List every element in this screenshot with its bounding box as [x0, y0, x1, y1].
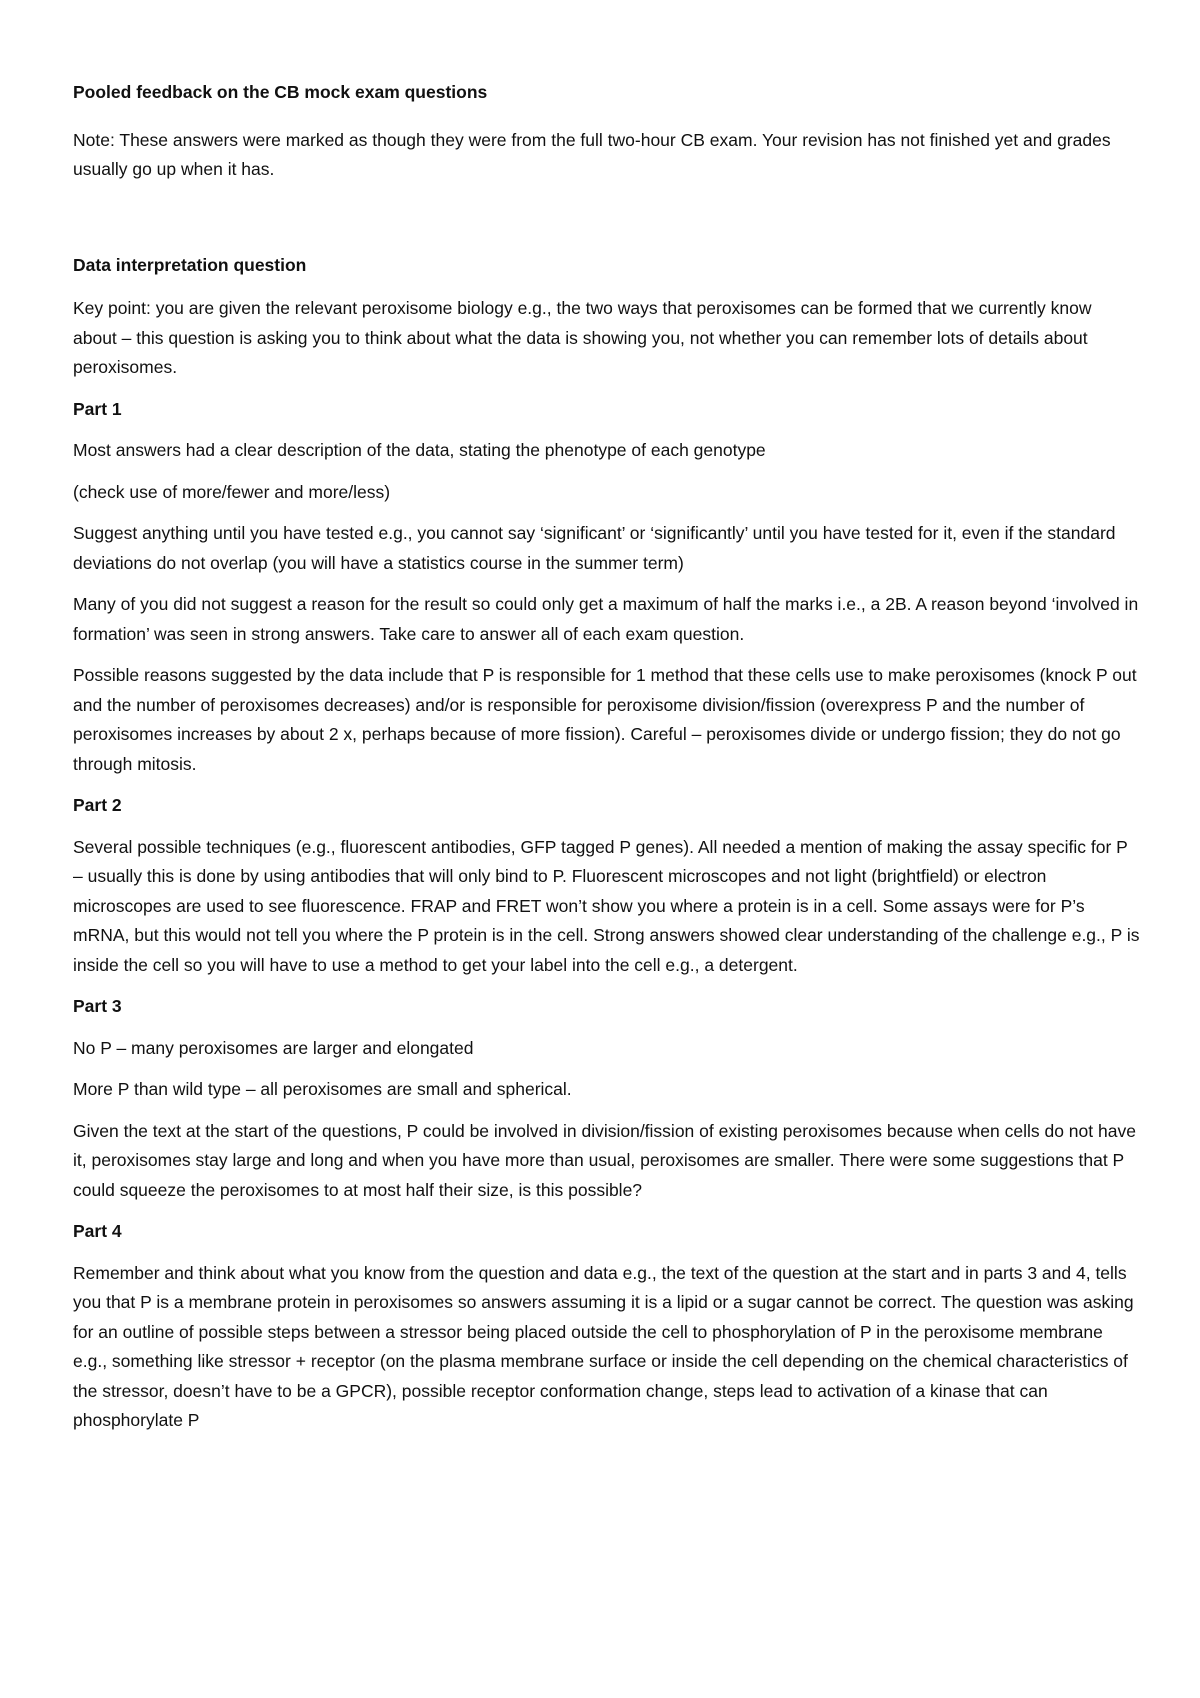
document-title: Pooled feedback on the CB mock exam questions — [73, 82, 488, 102]
part2-paragraph: Several possible techniques (e.g., fluorescent antibodies, GFP tagged P genes). All needed a mention of making the assay specific for P – usually this is done by using antibodies that will only bind to P. Fluorescent microscopes and not light (brightfield) or electron microscopes are used to see fluorescence. FRAP and FRET won’t show you where a protein is in a cell. Some assays were for P’s mRNA, but this would not tell you where the P protein is in the cell. Strong answers showed clear understanding of the challenge e.g., P is inside the cell so you will have to use a method to get your label into the cell e.g., a detergent. — [73, 836, 1140, 975]
part3-paragraph: Given the text at the start of the questions, P could be involved in division/fission of existing peroxisomes because when cells do not have it, peroxisomes stay large and long and when you have more than usual, peroxisomes are smaller. There were some suggestions that P could squeeze the peroxisomes to at most half their size, is this possible? — [73, 1120, 1136, 1200]
key-point-paragraph: Key point: you are given the relevant peroxisome biology e.g., the two ways that peroxisomes can be formed that we currently know about – this question is asking you to think about what the data is showing you, not whether you can remember lots of details about peroxisomes. — [73, 298, 1092, 377]
part1-paragraph: Many of you did not suggest a reason for the result so could only get a maximum of half the marks i.e., a 2B. A reason beyond ‘involved in formation’ was seen in strong answers. Take care to answer all of each exam question. — [73, 594, 1139, 644]
part3-paragraph: No P – many peroxisomes are larger and elongated — [73, 1037, 474, 1058]
part4-paragraph: Remember and think about what you know from the question and data e.g., the text of the question at the start and in parts 3 and 4, tells you that P is a membrane protein in peroxisomes so answers assuming it is a lipid or a sugar cannot be correct. The question was asking for an outline of possible steps between a stressor being placed outside the cell to phosphorylation of P in the peroxisome membrane e.g., something like stressor + receptor (on the plasma membrane surface or inside the cell depending on the chemical characteristics of the stressor, doesn’t have to be a GPCR), possible receptor conformation change, steps lead to activation of a kinase that can phosphorylate P — [73, 1262, 1134, 1430]
part1-paragraph: Possible reasons suggested by the data include that P is responsible for 1 method that these cells use to make peroxisomes (knock P out and the number of peroxisomes decreases) and/or is responsible for peroxisome division/fission (overexpress P and the number of peroxisomes increases by about 2 x, perhaps because of more fission). Careful – peroxisomes divide or undergo fission; they do not go through mitosis. — [73, 665, 1137, 774]
part1-heading: Part 1 — [73, 398, 122, 419]
part3-heading: Part 3 — [73, 996, 122, 1016]
part4-heading: Part 4 — [73, 1221, 122, 1241]
part1-paragraph: (check use of more/fewer and more/less) — [73, 481, 391, 502]
section-title: Data interpretation question — [73, 254, 307, 275]
part1-paragraph: Most answers had a clear description of the data, stating the phenotype of each genotype — [73, 440, 766, 460]
part1-paragraph: Suggest anything until you have tested e.g., you cannot say ‘significant’ or ‘significantly’ until you have tested for it, even if the standard deviations do not overlap (you will have a statistics course in the summer term) — [73, 523, 1116, 573]
part2-heading: Part 2 — [73, 795, 122, 815]
part3-paragraph: More P than wild type – all peroxisomes are small and spherical. — [73, 1079, 572, 1099]
note-paragraph: Note: These answers were marked as though they were from the full two-hour CB exam. Your revision has not finished yet and grades usually go up when it has. — [73, 129, 1111, 179]
